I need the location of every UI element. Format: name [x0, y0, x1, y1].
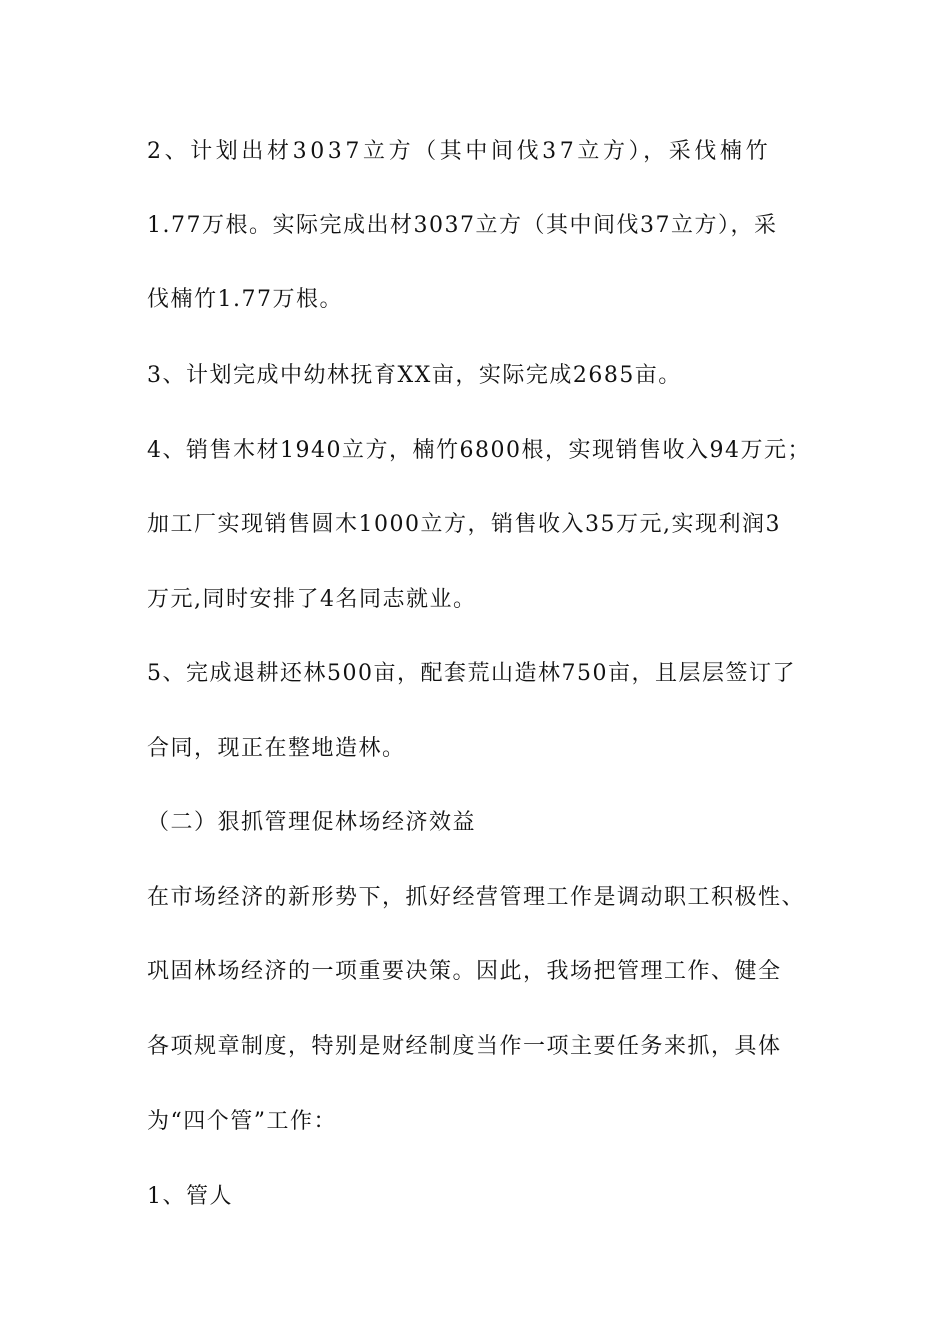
text-line-9: 合同，现正在整地造林。 [147, 736, 406, 761]
text-line-11: 在市场经济的新形势下，抓好经营管理工作是调动职工积极性、 [147, 885, 806, 910]
text-line-1: 2、计划出材3037立方（其中间伐37立方），采伐楠竹 [147, 139, 772, 164]
sub-heading: 1、管人 [147, 1184, 233, 1209]
text-line-4: 3、计划完成中幼林抚育XX亩，实际完成2685亩。 [147, 363, 682, 388]
text-line-5: 4、销售木材1940立方，楠竹6800根，实现销售收入94万元； [147, 438, 811, 463]
text-line-6: 加工厂实现销售圆木1000立方，销售收入35万元,实现利润3 [147, 512, 781, 537]
text-line-7: 万元,同时安排了4名同志就业。 [147, 587, 477, 612]
text-line-13: 各项规章制度，特别是财经制度当作一项主要任务来抓，具体 [147, 1034, 782, 1059]
text-line-14: 为“四个管”工作： [147, 1109, 337, 1134]
text-line-2: 1.77万根。实际完成出材3037立方（其中间伐37立方），采 [147, 213, 778, 238]
section-heading: （二）狠抓管理促林场经济效益 [147, 810, 477, 835]
text-line-8: 5、完成退耕还林500亩，配套荒山造林750亩，且层层签订了 [147, 661, 796, 686]
text-line-12: 巩固林场经济的一项重要决策。因此，我场把管理工作、健全 [147, 959, 782, 984]
text-line-3: 伐楠竹1.77万根。 [147, 287, 343, 312]
